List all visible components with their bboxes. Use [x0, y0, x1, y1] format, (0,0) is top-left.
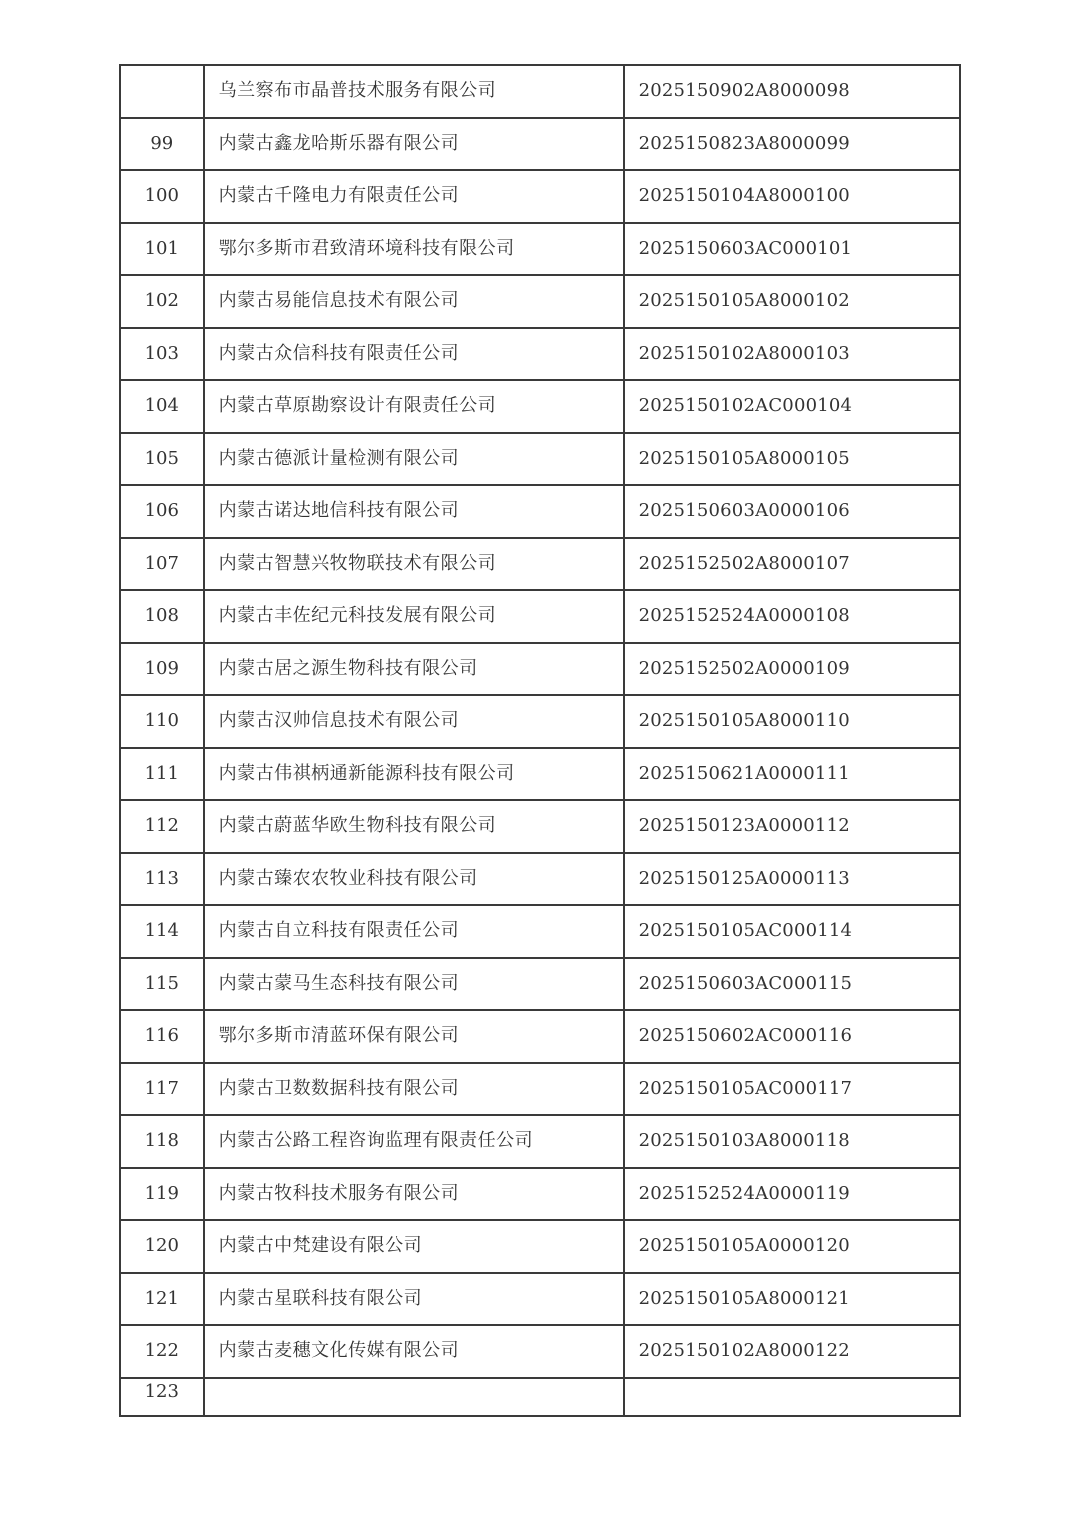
table-row [120, 275, 960, 328]
table-row [120, 223, 960, 276]
table-row [120, 695, 960, 748]
table-row [120, 380, 960, 433]
company-name: 内蒙古众信科技有限责任公司 [204, 328, 624, 381]
row-number: 109 [120, 643, 204, 696]
row-number: 99 [120, 118, 204, 171]
row-number: 116 [120, 1010, 204, 1063]
company-name: 内蒙古公路工程咨询监理有限责任公司 [204, 1115, 624, 1168]
row-number: 115 [120, 958, 204, 1011]
table-row [120, 1378, 960, 1416]
table-row [120, 1168, 960, 1221]
registration-code: 2025152524A0000119 [624, 1168, 960, 1221]
company-name: 内蒙古居之源生物科技有限公司 [204, 643, 624, 696]
registration-code: 2025150102A8000103 [624, 328, 960, 381]
company-name: 内蒙古牧科技术服务有限公司 [204, 1168, 624, 1221]
registration-code: 2025150102A8000122 [624, 1325, 960, 1378]
table-row [120, 1115, 960, 1168]
registration-code: 2025150105A8000102 [624, 275, 960, 328]
company-name: 内蒙古德派计量检测有限公司 [204, 433, 624, 486]
table-row [120, 590, 960, 643]
registration-code: 2025150105AC000114 [624, 905, 960, 958]
table-row [120, 1063, 960, 1116]
row-number: 106 [120, 485, 204, 538]
row-number: 123 [120, 1378, 204, 1416]
registration-code: 2025150823A8000099 [624, 118, 960, 171]
company-name: 内蒙古汉帅信息技术有限公司 [204, 695, 624, 748]
row-number: 110 [120, 695, 204, 748]
table-row [120, 1010, 960, 1063]
table-row [120, 538, 960, 591]
row-number: 104 [120, 380, 204, 433]
row-number: 107 [120, 538, 204, 591]
row-number: 108 [120, 590, 204, 643]
company-name: 乌兰察布市晶普技术服务有限公司 [204, 65, 624, 118]
table-row [120, 958, 960, 1011]
row-number: 117 [120, 1063, 204, 1116]
registration-code: 2025150123A0000112 [624, 800, 960, 853]
company-name: 内蒙古星联科技有限公司 [204, 1273, 624, 1326]
registration-code [624, 1378, 960, 1416]
row-number: 105 [120, 433, 204, 486]
table-row [120, 905, 960, 958]
company-name: 内蒙古伟祺柄通新能源科技有限公司 [204, 748, 624, 801]
company-name: 内蒙古麦穗文化传媒有限公司 [204, 1325, 624, 1378]
company-name: 内蒙古千隆电力有限责任公司 [204, 170, 624, 223]
row-number: 112 [120, 800, 204, 853]
table-row [120, 643, 960, 696]
table-row [120, 118, 960, 171]
registration-code: 2025150105AC000117 [624, 1063, 960, 1116]
table-row [120, 433, 960, 486]
company-name: 内蒙古臻农农牧业科技有限公司 [204, 853, 624, 906]
registration-code: 2025150103A8000118 [624, 1115, 960, 1168]
registration-code: 2025150105A8000110 [624, 695, 960, 748]
table-row [120, 1325, 960, 1378]
registration-code: 2025150105A8000121 [624, 1273, 960, 1326]
company-name: 内蒙古卫数数据科技有限公司 [204, 1063, 624, 1116]
row-number: 114 [120, 905, 204, 958]
company-registry-table [119, 64, 961, 1417]
table-row [120, 1273, 960, 1326]
company-name [204, 1378, 624, 1416]
registration-code: 2025152502A8000107 [624, 538, 960, 591]
registration-code: 2025150125A0000113 [624, 853, 960, 906]
table-row [120, 800, 960, 853]
company-name: 内蒙古易能信息技术有限公司 [204, 275, 624, 328]
table-row [120, 485, 960, 538]
registration-code: 2025150102AC000104 [624, 380, 960, 433]
table-row [120, 65, 960, 118]
table-row [120, 328, 960, 381]
company-name: 鄂尔多斯市清蓝环保有限公司 [204, 1010, 624, 1063]
registration-code: 2025150902A8000098 [624, 65, 960, 118]
registration-code: 2025152502A0000109 [624, 643, 960, 696]
row-number: 120 [120, 1220, 204, 1273]
row-number: 121 [120, 1273, 204, 1326]
registration-code: 2025150603AC000115 [624, 958, 960, 1011]
table-row [120, 748, 960, 801]
registration-code: 2025150602AC000116 [624, 1010, 960, 1063]
registration-code: 2025152524A0000108 [624, 590, 960, 643]
company-name: 内蒙古自立科技有限责任公司 [204, 905, 624, 958]
company-name: 内蒙古诺达地信科技有限公司 [204, 485, 624, 538]
registration-code: 2025150105A8000105 [624, 433, 960, 486]
table-row [120, 1220, 960, 1273]
company-name: 内蒙古蒙马生态科技有限公司 [204, 958, 624, 1011]
company-name: 内蒙古草原勘察设计有限责任公司 [204, 380, 624, 433]
row-number: 103 [120, 328, 204, 381]
registration-code: 2025150104A8000100 [624, 170, 960, 223]
company-name: 内蒙古中梵建设有限公司 [204, 1220, 624, 1273]
row-number: 119 [120, 1168, 204, 1221]
registration-code: 2025150603A0000106 [624, 485, 960, 538]
row-number: 100 [120, 170, 204, 223]
row-number: 111 [120, 748, 204, 801]
row-number: 102 [120, 275, 204, 328]
table-row [120, 170, 960, 223]
registration-code: 2025150603AC000101 [624, 223, 960, 276]
row-number: 122 [120, 1325, 204, 1378]
company-name: 内蒙古丰佐纪元科技发展有限公司 [204, 590, 624, 643]
table-row [120, 853, 960, 906]
company-name: 内蒙古鑫龙哈斯乐器有限公司 [204, 118, 624, 171]
row-number: 101 [120, 223, 204, 276]
registration-code: 2025150621A0000111 [624, 748, 960, 801]
row-number [120, 65, 204, 118]
company-name: 内蒙古智慧兴牧物联技术有限公司 [204, 538, 624, 591]
company-name: 内蒙古蔚蓝华欧生物科技有限公司 [204, 800, 624, 853]
registration-code: 2025150105A0000120 [624, 1220, 960, 1273]
row-number: 113 [120, 853, 204, 906]
row-number: 118 [120, 1115, 204, 1168]
company-name: 鄂尔多斯市君致清环境科技有限公司 [204, 223, 624, 276]
